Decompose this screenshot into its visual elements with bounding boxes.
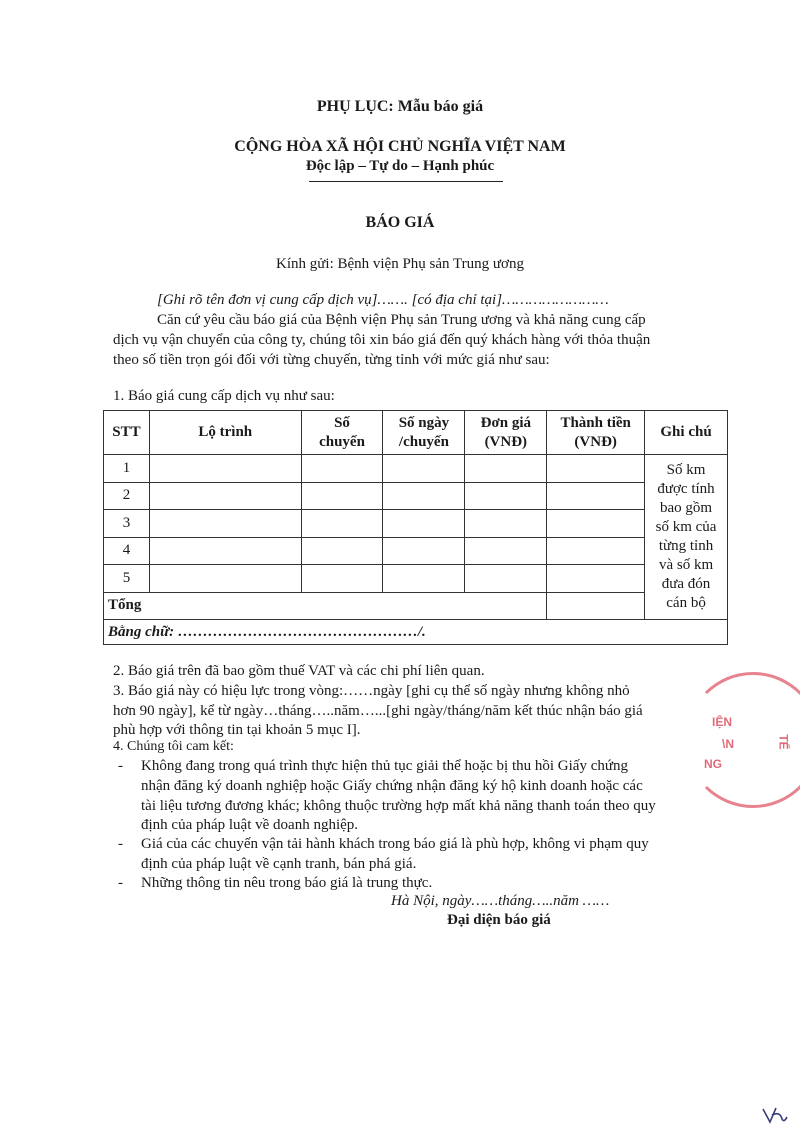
motto-underline bbox=[309, 181, 503, 182]
header-route: Lộ trình bbox=[149, 411, 301, 455]
item-4-heading: 4. Chúng tôi cam kết: bbox=[113, 739, 234, 754]
item-2: 2. Báo giá trên đã bao gồm thuế VAT và các chi phí liên quan. bbox=[113, 663, 485, 679]
total-label: Tổng bbox=[104, 592, 547, 620]
item-3-line-3: phù hợp với thông tin tại khoản 5 mục I]. bbox=[113, 722, 361, 738]
total-row bbox=[104, 592, 728, 620]
row-number: 4 bbox=[104, 537, 150, 565]
signatory-title: Đại diện báo giá bbox=[447, 912, 551, 928]
in-words-row bbox=[104, 620, 728, 645]
document-title: BÁO GIÁ bbox=[365, 214, 435, 231]
item-3-line-1: 3. Báo giá này có hiệu lực trong vòng:……ngày [ghi cụ thể số ngày nhưng không nhỏ bbox=[113, 683, 630, 699]
section-1-heading: 1. Báo giá cung cấp dịch vụ như sau: bbox=[113, 388, 335, 404]
header-stt: STT bbox=[104, 411, 150, 455]
note-cell: Số km được tính bao gồm số km của từng tỉnh và số km đưa đón cán bộ bbox=[645, 455, 728, 620]
intro-line-2: dịch vụ vận chuyển của công ty, chúng tôi xin báo giá đến quý khách hàng với thỏa thuận bbox=[113, 332, 651, 348]
row-number: 1 bbox=[104, 455, 150, 483]
date-line: Hà Nội, ngày……tháng…..năm …… bbox=[391, 893, 610, 909]
appendix-title: PHỤ LỤC: Mẫu báo giá bbox=[316, 98, 484, 115]
row-number: 5 bbox=[104, 565, 150, 593]
item-3-line-2: hơn 90 ngày], kể từ ngày…tháng…..năm…...[ghi ngày/tháng/năm kết thúc nhận báo giá bbox=[113, 703, 643, 719]
recipient: Kính gửi: Bệnh viện Phụ sản Trung ương bbox=[276, 256, 524, 272]
in-words: Bằng chữ: …………………………………………/. bbox=[104, 620, 728, 645]
header-amount: Thành tiền (VNĐ) bbox=[547, 411, 645, 455]
table-row bbox=[104, 537, 728, 565]
table-header-row bbox=[104, 411, 728, 455]
signature-mark bbox=[760, 1105, 790, 1125]
table-row bbox=[104, 455, 728, 483]
row-number: 3 bbox=[104, 510, 150, 538]
table-row bbox=[104, 565, 728, 593]
header-days: Số ngày /chuyến bbox=[383, 411, 465, 455]
national-title: CỘNG HÒA XÃ HỘI CHỦ NGHĨA VIỆT NAM bbox=[234, 138, 566, 155]
supplier-line: [Ghi rõ tên đơn vị cung cấp dịch vụ]……. [có địa chỉ tại]…………………… bbox=[157, 292, 609, 308]
header-trips: Số chuyến bbox=[301, 411, 383, 455]
table-row bbox=[104, 510, 728, 538]
header-unit-price: Đơn giá (VNĐ) bbox=[465, 411, 547, 455]
row-number: 2 bbox=[104, 482, 150, 510]
quotation-table bbox=[103, 410, 728, 645]
intro-line-1: Căn cứ yêu cầu báo giá của Bệnh viện Phụ sản Trung ương và khả năng cung cấp bbox=[157, 312, 646, 328]
motto: Độc lập – Tự do – Hạnh phúc bbox=[305, 158, 495, 174]
intro-line-3: theo số tiền trọn gói đối với từng chuyến, từng tỉnh với mức giá như sau: bbox=[113, 352, 550, 368]
table-row bbox=[104, 482, 728, 510]
header-note: Ghi chú bbox=[645, 411, 728, 455]
